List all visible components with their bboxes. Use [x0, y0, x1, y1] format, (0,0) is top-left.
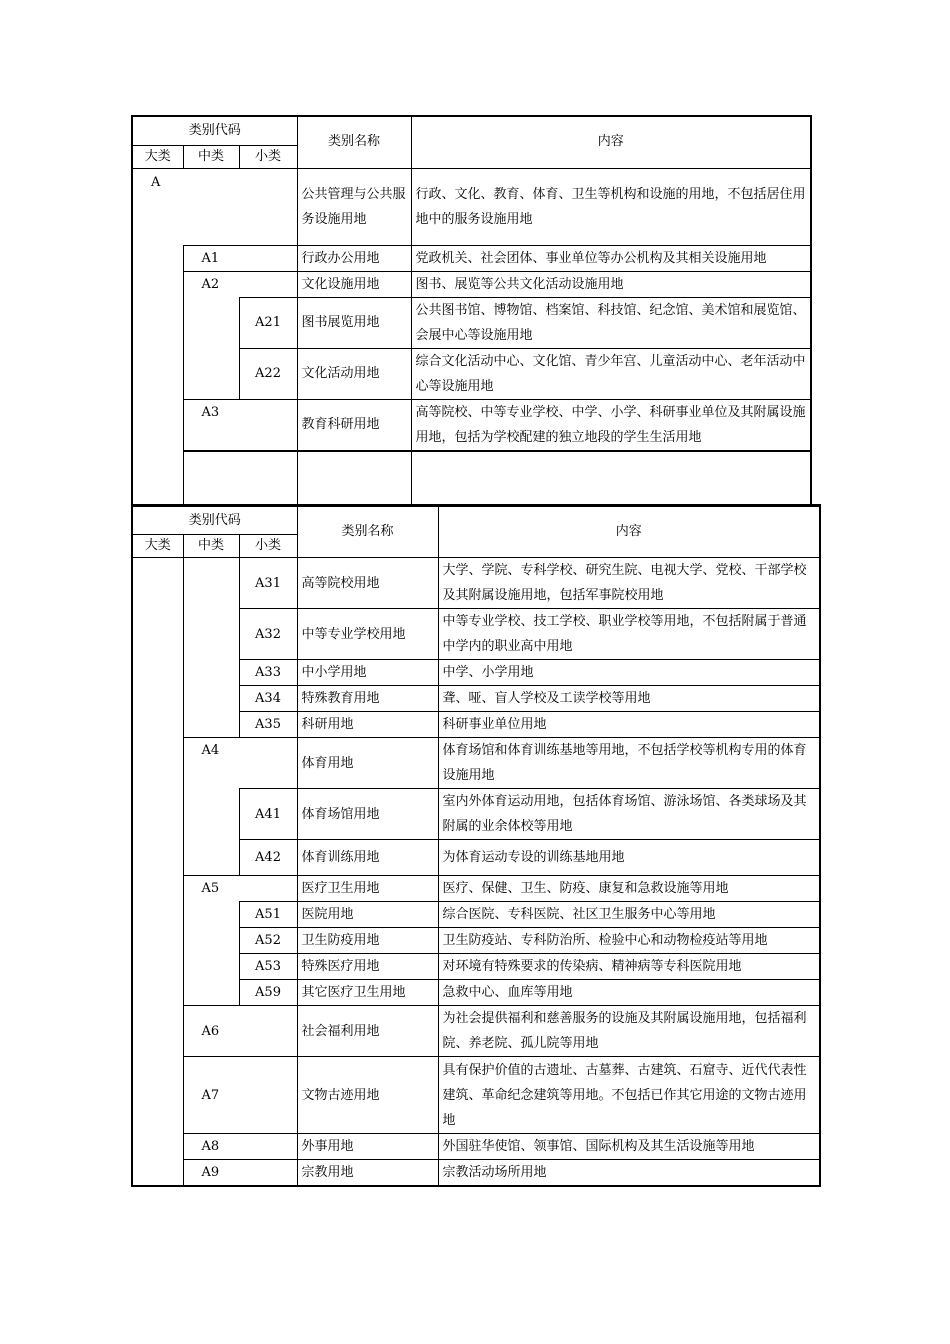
- category-content: 党政机关、社会团体、事业单位等办公机构及其相关设施用地: [411, 245, 811, 271]
- category-name: 其它医疗卫生用地: [297, 980, 438, 1006]
- category-content: 对环境有特殊要求的传染病、精神病等专科医院用地: [438, 954, 820, 980]
- category-name: 宗教用地: [297, 1160, 438, 1187]
- category-content: 卫生防疫站、专科防治所、检验中心和动物检疫站等用地: [438, 928, 820, 954]
- table-row: [132, 738, 820, 789]
- land-use-table-part-2: [131, 504, 821, 1187]
- category-content: 图书、展览等公共文化活动设施用地: [411, 271, 811, 297]
- category-content: 综合文化活动中心、文化馆、青少年宫、儿童活动中心、老年活动中心等设施用地: [411, 348, 811, 399]
- table-row: [132, 902, 820, 928]
- code-A8: A8: [183, 1134, 297, 1160]
- header-medium: 中类: [183, 145, 239, 168]
- header-minor: 小类: [239, 145, 297, 168]
- category-content: 中学、小学用地: [438, 660, 820, 686]
- code-A7: A7: [183, 1057, 297, 1134]
- header-category-name: 类别名称: [297, 506, 438, 558]
- category-name: 文物古迹用地: [297, 1057, 438, 1134]
- category-name: 文化设施用地: [297, 271, 411, 297]
- code-A22: A22: [239, 348, 297, 399]
- table-row: [132, 271, 811, 297]
- category-name: 科研用地: [297, 712, 438, 738]
- category-name: 教育科研用地: [297, 399, 411, 451]
- table-row: [132, 1057, 820, 1134]
- category-name: 高等院校用地: [297, 558, 438, 609]
- category-name: 体育用地: [297, 738, 438, 789]
- category-name: 文化活动用地: [297, 348, 411, 399]
- header-major: 大类: [132, 145, 183, 168]
- category-content: 外国驻华使馆、领事馆、国际机构及其生活设施等用地: [438, 1134, 820, 1160]
- table-row: [132, 1134, 820, 1160]
- code-A52: A52: [239, 928, 297, 954]
- table-row: [132, 558, 820, 609]
- code-A32: A32: [239, 609, 297, 660]
- code-A33: A33: [239, 660, 297, 686]
- category-name: 社会福利用地: [297, 1006, 438, 1057]
- code-A42: A42: [239, 840, 297, 876]
- table-row: [132, 789, 820, 840]
- category-content: 大学、学院、专科学校、研究生院、电视大学、党校、干部学校及其附属设施用地，包括军事院校用地: [438, 558, 820, 609]
- category-name: 体育场馆用地: [297, 789, 438, 840]
- category-content: 具有保护价值的古遗址、古墓葬、古建筑、石窟寺、近代代表性建筑、革命纪念建筑等用地。不包括已作其它用途的文物古迹用地: [438, 1057, 820, 1134]
- category-name: 体育训练用地: [297, 840, 438, 876]
- category-content: 公共图书馆、博物馆、档案馆、科技馆、纪念馆、美术馆和展览馆、会展中心等设施用地: [411, 297, 811, 348]
- category-content: 行政、文化、教育、体育、卫生等机构和设施的用地，不包括居住用地中的服务设施用地: [411, 168, 811, 245]
- category-name: 中等专业学校用地: [297, 609, 438, 660]
- table-row: [132, 1160, 820, 1187]
- code-A53: A53: [239, 954, 297, 980]
- category-name: 特殊医疗用地: [297, 954, 438, 980]
- category-name: 外事用地: [297, 1134, 438, 1160]
- category-content: 科研事业单位用地: [438, 712, 820, 738]
- code-A35: A35: [239, 712, 297, 738]
- category-content: 急救中心、血库等用地: [438, 980, 820, 1006]
- header-medium: 中类: [183, 535, 239, 558]
- header-major: 大类: [132, 535, 183, 558]
- category-content: 综合医院、专科医院、社区卫生服务中心等用地: [438, 902, 820, 928]
- header-code-group: 类别代码: [132, 506, 297, 535]
- header-minor: 小类: [239, 535, 297, 558]
- category-content: 聋、哑、盲人学校及工读学校等用地: [438, 686, 820, 712]
- category-content: 为社会提供福利和慈善服务的设施及其附属设施用地，包括福利院、养老院、孤儿院等用地: [438, 1006, 820, 1057]
- code-A31: A31: [239, 558, 297, 609]
- header-category-name: 类别名称: [297, 116, 411, 168]
- category-name: 行政办公用地: [297, 245, 411, 271]
- category-content: 中等专业学校、技工学校、职业学校等用地，不包括附属于普通中学内的职业高中用地: [438, 609, 820, 660]
- category-name: 医疗卫生用地: [297, 876, 438, 902]
- category-content: 为体育运动专设的训练基地用地: [438, 840, 820, 876]
- header-content: 内容: [438, 506, 820, 558]
- land-use-table-part-1: [131, 115, 812, 507]
- code-A2: A2: [183, 271, 297, 297]
- table-row: [132, 1006, 820, 1057]
- category-name: 中小学用地: [297, 660, 438, 686]
- code-A1: A1: [183, 245, 297, 271]
- code-A6: A6: [183, 1006, 297, 1057]
- category-content: 高等院校、中等专业学校、中学、小学、科研事业单位及其附属设施用地，包括为学校配建的独立地段的学生生活用地: [411, 399, 811, 451]
- code-A: A: [132, 168, 297, 245]
- code-A4: A4: [183, 738, 297, 789]
- header-content: 内容: [411, 116, 811, 168]
- code-A59: A59: [239, 980, 297, 1006]
- code-A3: A3: [183, 399, 297, 451]
- table-row: [132, 399, 811, 451]
- code-A34: A34: [239, 686, 297, 712]
- category-content: 医疗、保健、卫生、防疫、康复和急救设施等用地: [438, 876, 820, 902]
- table-row: [132, 245, 811, 271]
- table-row: [132, 876, 820, 902]
- category-name: 公共管理与公共服务设施用地: [297, 168, 411, 245]
- code-A51: A51: [239, 902, 297, 928]
- category-content: 体育场馆和体育训练基地等用地，不包括学校等机构专用的体育设施用地: [438, 738, 820, 789]
- code-A5: A5: [183, 876, 297, 902]
- code-A41: A41: [239, 789, 297, 840]
- code-A9: A9: [183, 1160, 297, 1187]
- category-name: 医院用地: [297, 902, 438, 928]
- code-A21: A21: [239, 297, 297, 348]
- category-name: 图书展览用地: [297, 297, 411, 348]
- category-content: 室内外体育运动用地，包括体育场馆、游泳场馆、各类球场及其附属的业余体校等用地: [438, 789, 820, 840]
- category-name: 特殊教育用地: [297, 686, 438, 712]
- header-code-group: 类别代码: [132, 116, 297, 145]
- table-row-empty: [132, 451, 811, 506]
- category-name: 卫生防疫用地: [297, 928, 438, 954]
- category-content: 宗教活动场所用地: [438, 1160, 820, 1187]
- table-row: [132, 297, 811, 348]
- table-row: [132, 168, 811, 245]
